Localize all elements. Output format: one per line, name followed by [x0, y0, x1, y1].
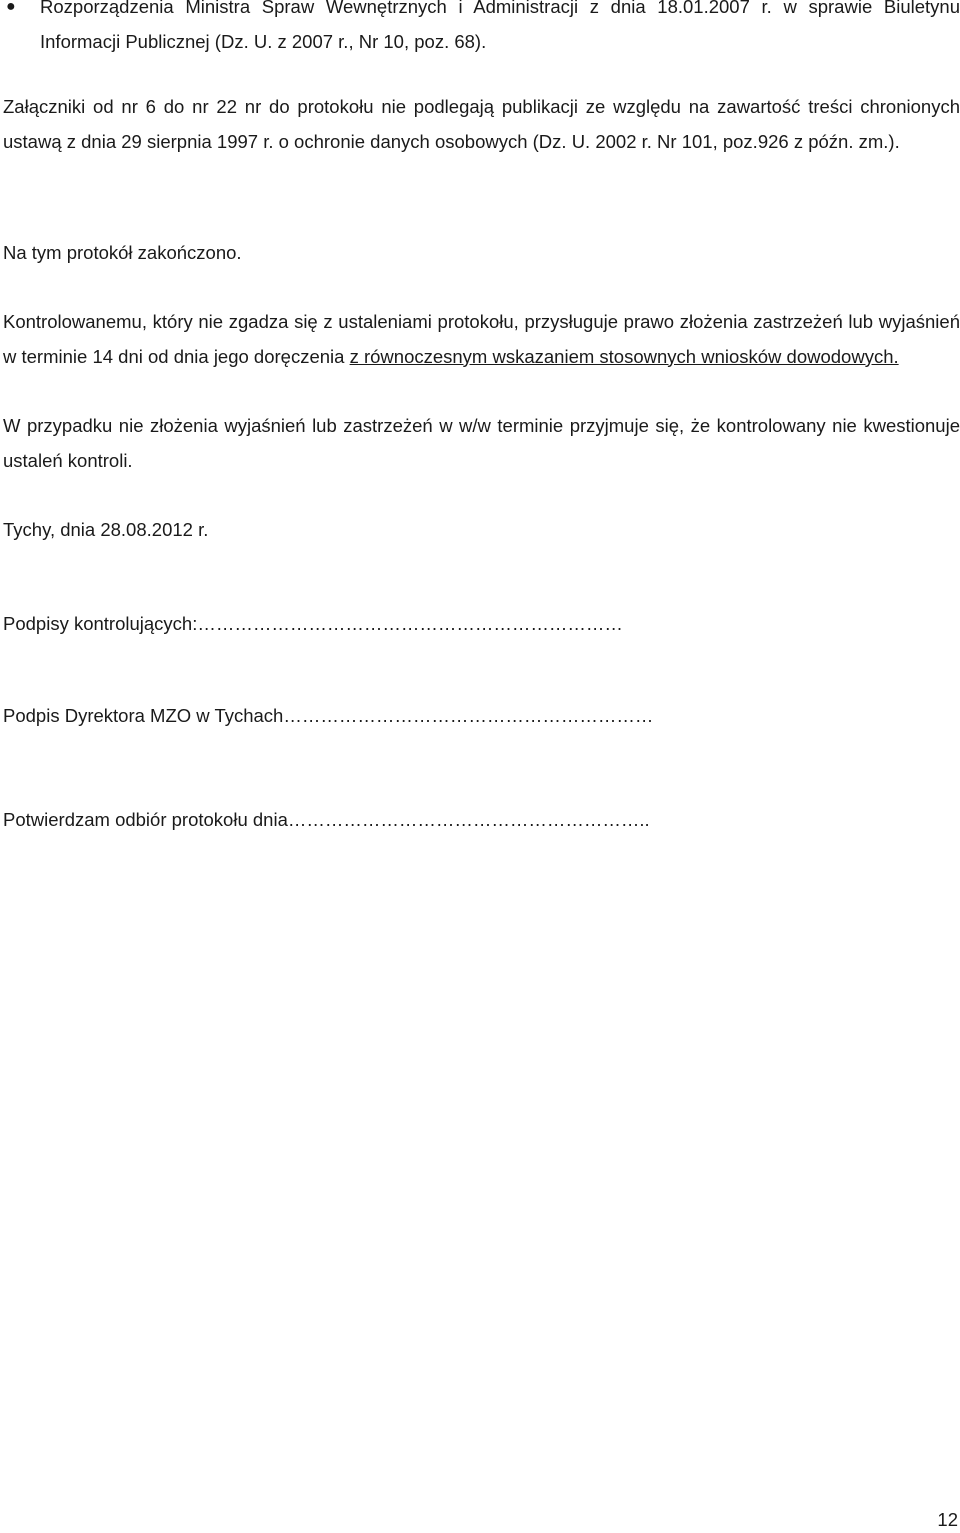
- attachments-note: Załączniki od nr 6 do nr 22 nr do protokołu nie podlegają publikacji ze względu na zawartość treści chronionych ustawą z dnia 29 sierpnia 1997 r. o ochronie danych osobowych (Dz. U. 2002 r. Nr 101, poz.926 z późn. zm.).: [3, 96, 960, 152]
- receipt-confirmation: Potwierdzam odbiór protokołu dnia…………………………………………………..: [3, 809, 650, 830]
- default-clause: W przypadku nie złożenia wyjaśnień lub zastrzeżeń w w/w terminie przyjmuje się, że kontrolowany nie kwestionuje ustaleń kontroli.: [3, 415, 960, 471]
- closing-statement: Na tym protokół zakończono.: [3, 242, 242, 263]
- place-date: Tychy, dnia 28.08.2012 r.: [3, 519, 209, 540]
- bullet-icon: ●: [6, 0, 16, 15]
- objection-rights-underlined: z równoczesnym wskazaniem stosownych wniosków dowodowych.: [349, 345, 899, 367]
- signature-director: Podpis Dyrektora MZO w Tychach……………………………………………………: [3, 705, 654, 726]
- signature-inspectors: Podpisy kontrolujących:……………………………………………………………: [3, 613, 623, 634]
- objection-rights-text: Kontrolowanemu, który nie zgadza się z ustaleniami protokołu, przysługuje prawo złożenia zastrzeżeń lub wyjaśnień w terminie 14 dni od dnia jego doręczenia: [3, 311, 960, 367]
- page-number: 12: [937, 1509, 958, 1530]
- objection-rights-paragraph: [3, 305, 960, 374]
- regulation-reference: Rozporządzenia Ministra Spraw Wewnętrznych i Administracji z dnia 18.01.2007 r. w sprawie Biuletynu Informacji Publicznej (Dz. U. z 2007 r., Nr 10, poz. 68).: [40, 0, 960, 52]
